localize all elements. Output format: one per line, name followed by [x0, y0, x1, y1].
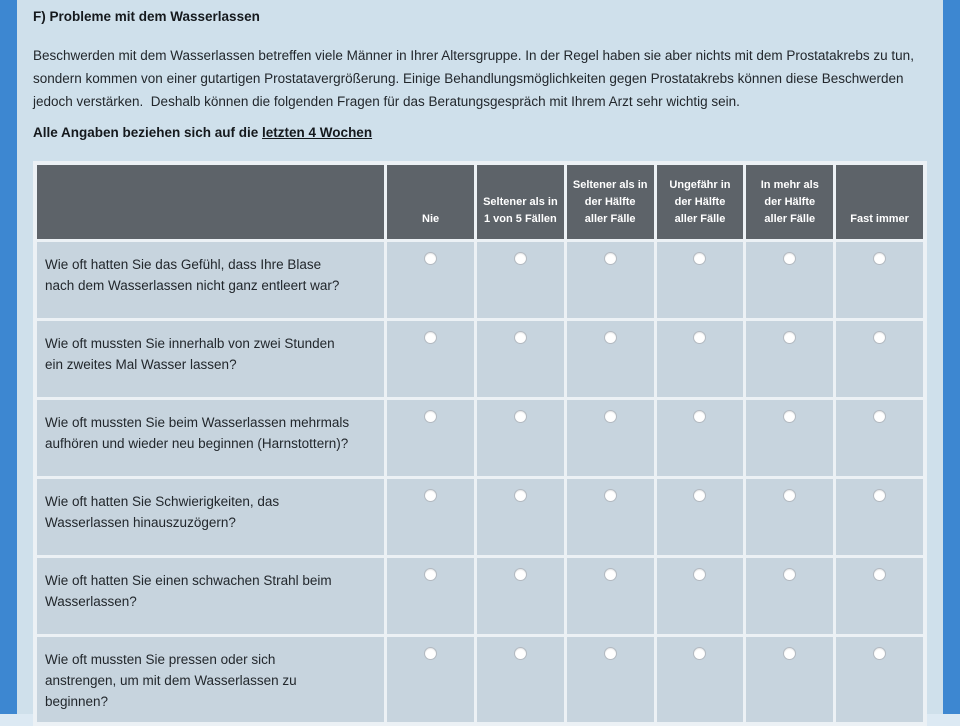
radio-q3-opt1[interactable] — [424, 410, 437, 423]
answer-cell — [836, 558, 923, 634]
radio-q1-opt5[interactable] — [783, 252, 796, 265]
symptom-frequency-table — [34, 162, 926, 725]
answer-cell — [657, 479, 744, 555]
answer-cell — [657, 242, 744, 318]
question-text-5: Wie oft hatten Sie einen schwachen Strahl beim Wasserlassen? — [37, 558, 384, 634]
question-text-3: Wie oft mussten Sie beim Wasserlassen mehrmals aufhören und wieder neu beginnen (Harnstottern)? — [37, 400, 384, 476]
question-text-4: Wie oft hatten Sie Schwierigkeiten, das Wasserlassen hinauszuzögern? — [37, 479, 384, 555]
timeframe-note — [33, 125, 927, 140]
answer-cell — [477, 558, 564, 634]
section-title: F) Probleme mit dem Wasserlassen — [33, 9, 260, 24]
radio-q3-opt2[interactable] — [514, 410, 527, 423]
answer-cell — [746, 479, 833, 555]
question-row-6 — [37, 637, 923, 722]
column-header-nie: Nie — [387, 165, 474, 239]
radio-q6-opt5[interactable] — [783, 647, 796, 660]
radio-q6-opt1[interactable] — [424, 647, 437, 660]
radio-q6-opt4[interactable] — [693, 647, 706, 660]
answer-cell — [836, 479, 923, 555]
radio-q4-opt4[interactable] — [693, 489, 706, 502]
symptom-table-wrap — [33, 161, 927, 726]
answer-cell — [657, 558, 744, 634]
answer-cell — [657, 321, 744, 397]
question-text-6: Wie oft mussten Sie pressen oder sich anstrengen, um mit dem Wasserlassen zu beginnen? — [37, 637, 384, 722]
answer-cell — [387, 400, 474, 476]
answer-cell — [477, 321, 564, 397]
answer-cell — [746, 242, 833, 318]
column-header-mehr-haelfte: In mehr als der Hälfte aller Fälle — [746, 165, 833, 239]
radio-q1-opt6[interactable] — [873, 252, 886, 265]
radio-q2-opt5[interactable] — [783, 331, 796, 344]
answer-cell — [657, 637, 744, 722]
radio-q5-opt6[interactable] — [873, 568, 886, 581]
answer-cell — [477, 479, 564, 555]
answer-cell — [477, 637, 564, 722]
answer-cell — [657, 400, 744, 476]
answer-cell — [836, 321, 923, 397]
radio-q2-opt6[interactable] — [873, 331, 886, 344]
answer-cell — [836, 637, 923, 722]
answer-cell — [477, 242, 564, 318]
column-header-seltener-haelfte: Seltener als in der Hälfte aller Fälle — [567, 165, 654, 239]
timeframe-note-underlined: letzten 4 Wochen — [262, 125, 373, 140]
question-row-1 — [37, 242, 923, 318]
header-row — [37, 165, 923, 239]
radio-q6-opt2[interactable] — [514, 647, 527, 660]
timeframe-note-prefix: Alle Angaben beziehen sich auf die — [33, 125, 263, 140]
answer-cell — [746, 400, 833, 476]
answer-cell — [567, 321, 654, 397]
radio-q2-opt4[interactable] — [693, 331, 706, 344]
question-text-1: Wie oft hatten Sie das Gefühl, dass Ihre Blase nach dem Wasserlassen nicht ganz entleert war? — [37, 242, 384, 318]
radio-q5-opt2[interactable] — [514, 568, 527, 581]
question-row-2 — [37, 321, 923, 397]
answer-cell — [567, 479, 654, 555]
radio-q3-opt5[interactable] — [783, 410, 796, 423]
answer-cell — [567, 558, 654, 634]
question-text-2: Wie oft mussten Sie innerhalb von zwei Stunden ein zweites Mal Wasser lassen? — [37, 321, 384, 397]
radio-q3-opt3[interactable] — [604, 410, 617, 423]
radio-q4-opt1[interactable] — [424, 489, 437, 502]
column-header-fast-immer: Fast immer — [836, 165, 923, 239]
radio-q4-opt6[interactable] — [873, 489, 886, 502]
answer-cell — [567, 637, 654, 722]
answer-cell — [746, 558, 833, 634]
answer-cell — [387, 558, 474, 634]
answer-cell — [567, 242, 654, 318]
radio-q3-opt4[interactable] — [693, 410, 706, 423]
answer-cell — [836, 400, 923, 476]
radio-q4-opt2[interactable] — [514, 489, 527, 502]
radio-q5-opt5[interactable] — [783, 568, 796, 581]
answer-cell — [387, 637, 474, 722]
answer-cell — [387, 321, 474, 397]
radio-q1-opt4[interactable] — [693, 252, 706, 265]
radio-q6-opt3[interactable] — [604, 647, 617, 660]
radio-q1-opt2[interactable] — [514, 252, 527, 265]
radio-q3-opt6[interactable] — [873, 410, 886, 423]
radio-q2-opt1[interactable] — [424, 331, 437, 344]
content-area — [17, 0, 943, 726]
answer-cell — [746, 637, 833, 722]
column-header-empty — [37, 165, 384, 239]
column-header-seltener-1von5: Seltener als in 1 von 5 Fällen — [477, 165, 564, 239]
radio-q1-opt1[interactable] — [424, 252, 437, 265]
radio-q2-opt3[interactable] — [604, 331, 617, 344]
answer-cell — [387, 479, 474, 555]
answer-cell — [387, 242, 474, 318]
radio-q5-opt1[interactable] — [424, 568, 437, 581]
radio-q5-opt3[interactable] — [604, 568, 617, 581]
question-row-5 — [37, 558, 923, 634]
radio-q6-opt6[interactable] — [873, 647, 886, 660]
question-row-4 — [37, 479, 923, 555]
answer-cell — [477, 400, 564, 476]
answer-cell — [567, 400, 654, 476]
answer-cell — [836, 242, 923, 318]
answer-cell — [746, 321, 833, 397]
question-row-3 — [37, 400, 923, 476]
radio-q4-opt3[interactable] — [604, 489, 617, 502]
radio-q5-opt4[interactable] — [693, 568, 706, 581]
radio-q2-opt2[interactable] — [514, 331, 527, 344]
intro-text: Beschwerden mit dem Wasserlassen betreffen viele Männer in Ihrer Altersgruppe. In der Regel haben sie aber nichts mit dem Prostatakrebs zu tun, sondern kommen von einer gutartigen Prostatavergrößerung. Einige Behandlungsmöglichkeiten gegen Prostatakrebs können diese Beschwerden jedoch verstärken. Deshalb können die folgenden Fragen für das Beratungsgespräch mit Ihrem Arzt sehr wichtig sein. — [33, 48, 918, 109]
radio-q4-opt5[interactable] — [783, 489, 796, 502]
radio-q1-opt3[interactable] — [604, 252, 617, 265]
column-header-ungefaehr-haelfte: Ungefähr in der Hälfte aller Fälle — [657, 165, 744, 239]
